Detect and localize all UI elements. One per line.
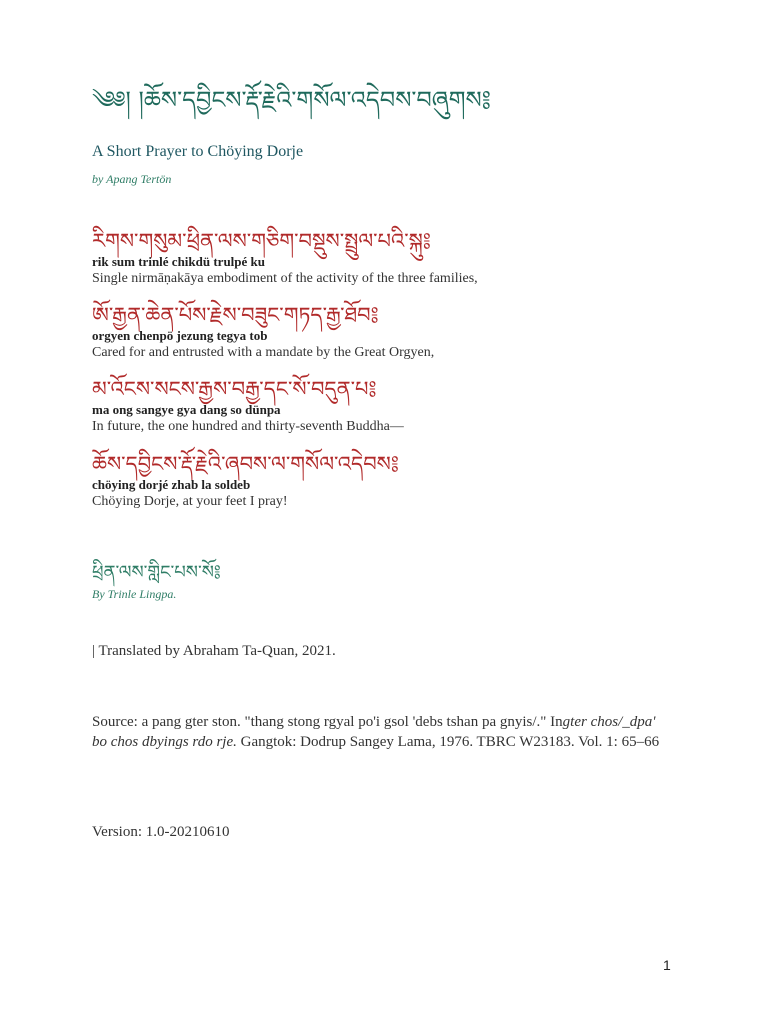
translator-credit: | Translated by Abraham Ta-Quan, 2021.	[92, 643, 336, 659]
stanza-2	[92, 302, 672, 362]
author-line: by Apang Tertön	[92, 172, 172, 186]
source-citation	[92, 712, 672, 752]
stanza-transliteration: orgyen chenpö jezung tegya tob	[92, 328, 268, 343]
stanza-transliteration: chöying dorjé zhab la soldeb	[92, 477, 251, 492]
stanza-tibetan: རིགས་གསུམ་ཕྲིན་ལས་གཅིག་བསྡུས་སྤྲུལ་པའི་སྐུ༔	[92, 229, 431, 253]
source-prefix: Source: a pang gter ston. "thang stong rgyal po'i gsol 'debs tshan pa gnyis/." In	[92, 714, 563, 730]
stanza-transliteration: rik sum trinlé chikdü trulpé ku	[92, 254, 266, 269]
stanza-translation: Single nirmāṇakāya embodiment of the activity of the three families,	[92, 271, 478, 286]
tibetan-title: ༄༅། །ཆོས་དབྱིངས་རྡོ་རྗེའི་གསོལ་འདེབས་བཞུགས༔	[92, 86, 491, 114]
stanza-transliteration: ma ong sangye gya dang so dünpa	[92, 402, 281, 417]
version-info: Version: 1.0-20210610	[92, 824, 230, 840]
stanza-tibetan: མ་འོངས་སངས་རྒྱས་བརྒྱ་དང་སོ་བདུན་པ༔	[92, 377, 377, 401]
stanza-tibetan: ཨོ་རྒྱན་ཆེན་པོས་རྗེས་བཟུང་གཏད་རྒྱ་ཐོབ༔	[92, 303, 379, 327]
colophon-tibetan: ཕྲིན་ལས་གླིང་པས་སོ༔	[92, 562, 221, 583]
source-title: gter chos/_dpa' bo chos dbyings rdo rje.	[92, 714, 656, 750]
stanza-3	[92, 376, 672, 436]
source-suffix: Gangtok: Dodrup Sangey Lama, 1976. TBRC W23183. Vol. 1: 65–66	[236, 734, 660, 750]
stanza-tibetan: ཆོས་དབྱིངས་རྡོ་རྗེའི་ཞབས་ལ་གསོལ་འདེབས༔	[92, 452, 399, 476]
stanza-1	[92, 228, 672, 288]
stanza-translation: Cared for and entrusted with a mandate by the Great Orgyen,	[92, 345, 435, 360]
page-number: 1	[663, 957, 671, 973]
colophon-english: By Trinle Lingpa.	[92, 587, 177, 601]
stanza-translation: Chöying Dorje, at your feet I pray!	[92, 494, 288, 509]
stanza-translation: In future, the one hundred and thirty-seventh Buddha—	[92, 419, 404, 434]
stanza-4	[92, 451, 672, 511]
document-title: A Short Prayer to Chöying Dorje	[92, 143, 304, 160]
